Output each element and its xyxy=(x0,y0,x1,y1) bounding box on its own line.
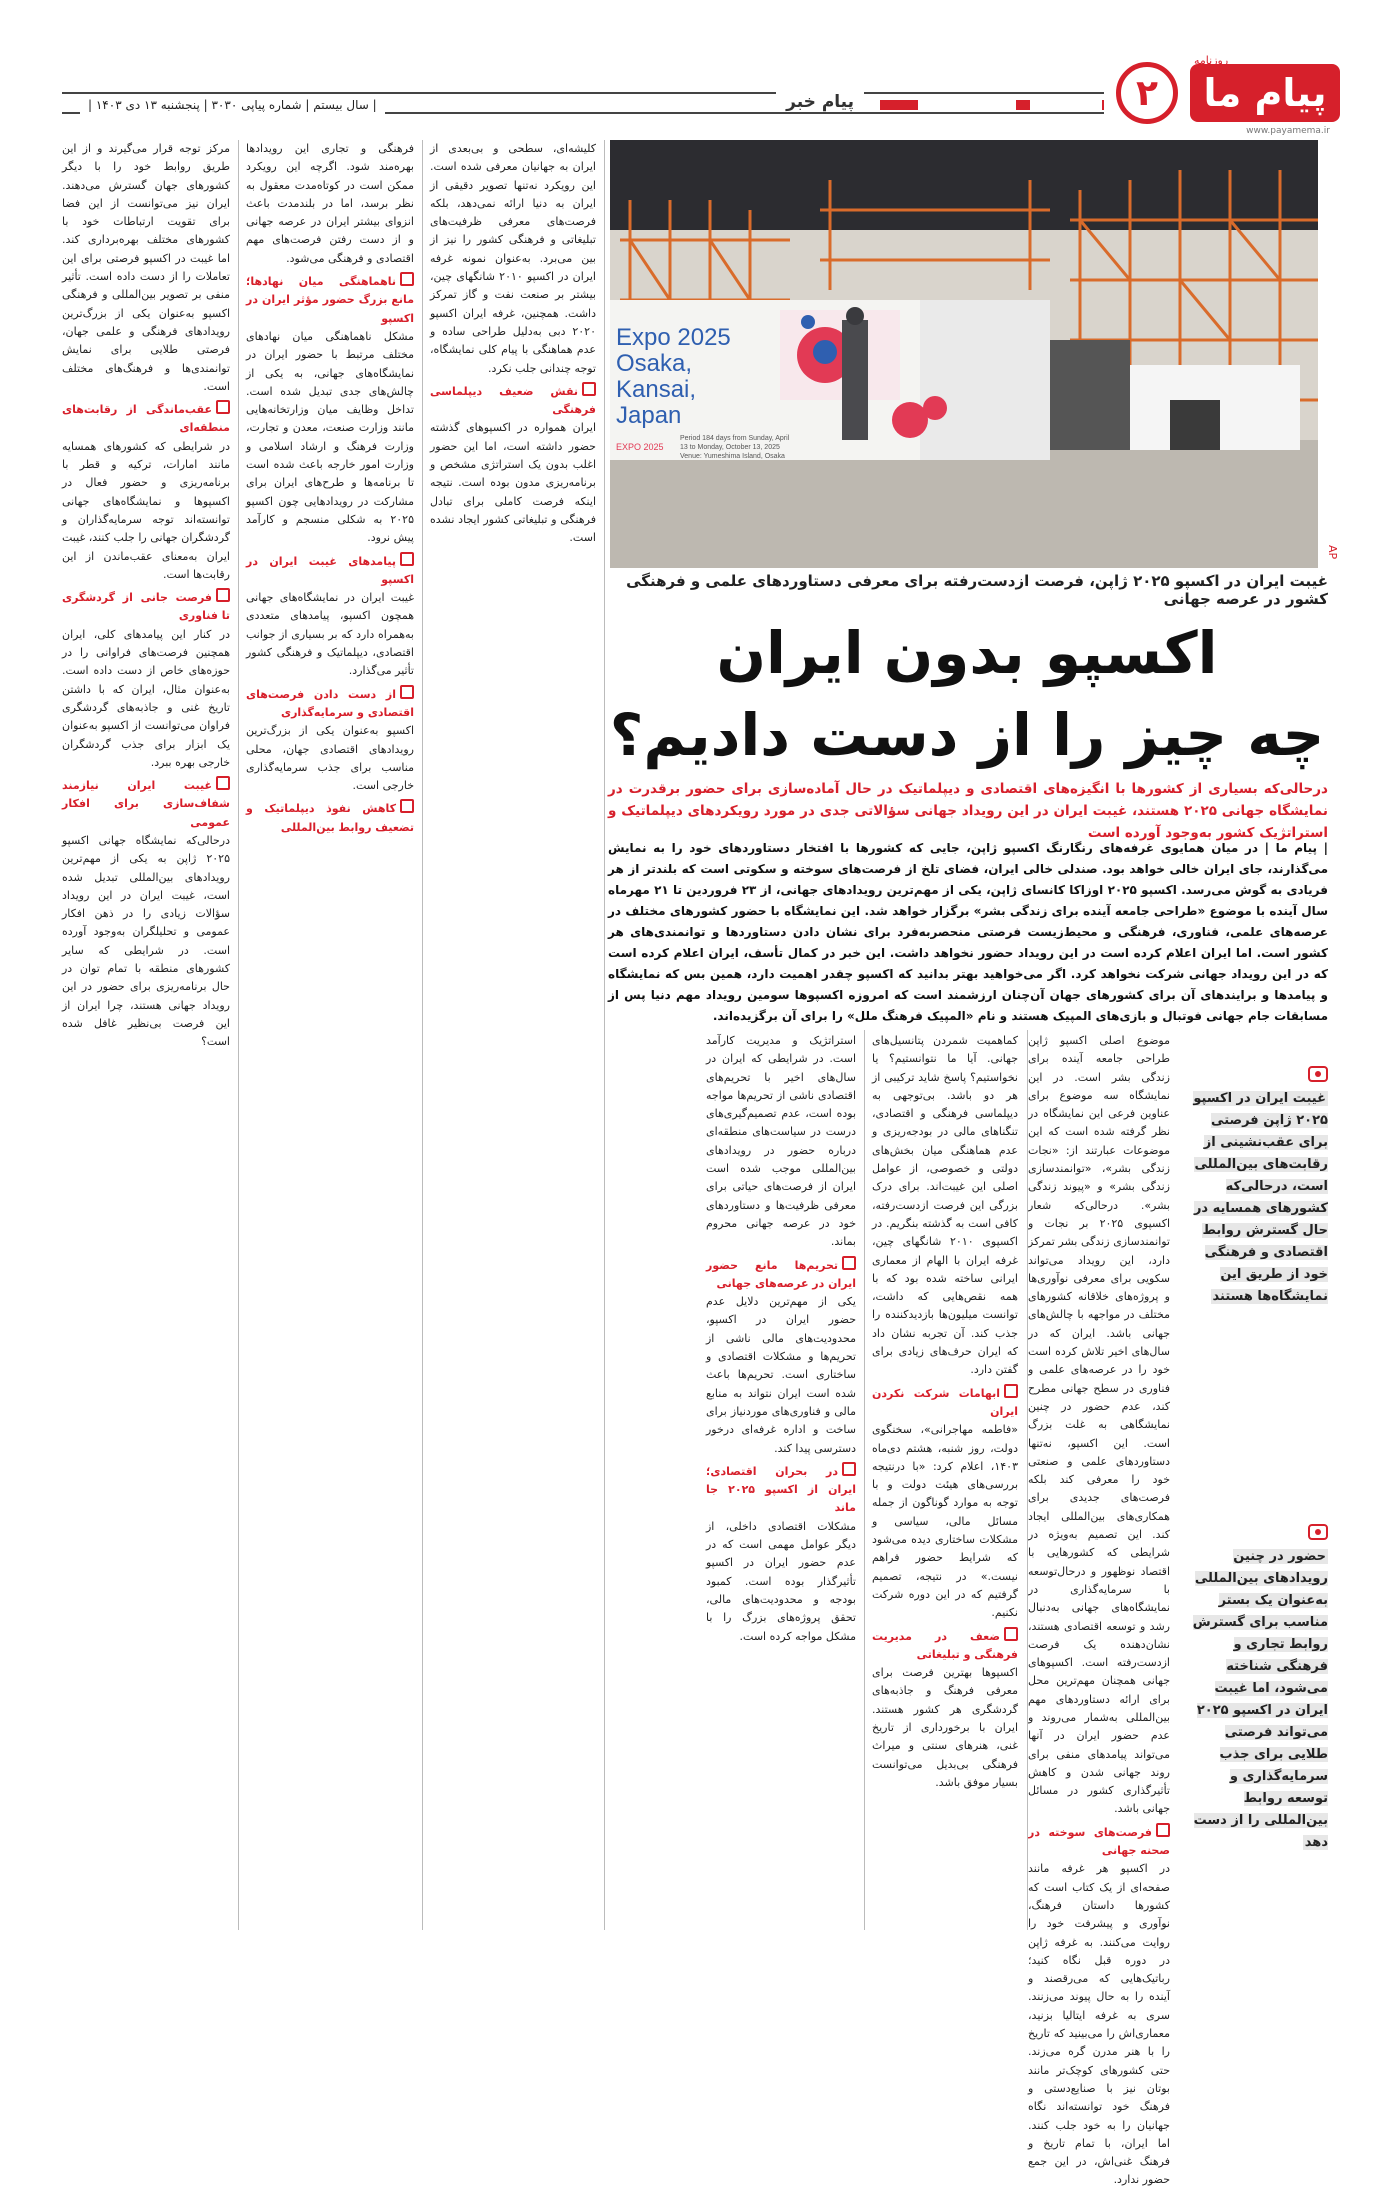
column-1-text: موضوع اصلی اکسپو ژاپن طراحی جامعه آینده برای زندگی بشر است. در این نمایشگاه سه موضوع برای عناوین فرعی این نمایشگاه در نظر گرفته شده است که این موضوعات عبارتند از: «نجات زندگی بشر»، «توانمندسازی زندگی بشر» و «پیوند زندگی بشر». درحالی‌که شعار اکسپوی ۲۰۲۵ بر نجات و توانمندسازی زندگی بشر تمرکز دارد، این رویداد می‌تواند سکویی برای معرفی نوآوری‌ها و پروژه‌های خلاقانه کشورهای مختلف در مواجهه با چالش‌های جهانی باشد. ایران که در سال‌های اخیر تلاش کرده است خود را در عرصه‌های علمی و فناوری در سطح جهانی مطرح کند، عدم حضور در چنین نمایشگاهی به‌ غلت بزرگ است. این اکسپو، نه‌تنها دستاوردهای علمی و صنعتی خود را معرفی کند بلکه فرصت‌های جدیدی برای همکاری‌های بین‌المللی ایجاد کند. این تصمیم به‌ویژه در شرایطی که کشورهایی با اقتصاد نوظهور و درحال‌توسعه با سرمایه‌گذاری در نمایشگاه‌های جهانی به‌دنبال رشد و توسعه اقتصادی هستند، نشان‌دهنده یک فرصت ازدست‌رفته است. اکسپوهای جهانی همچنان مهم‌ترین محل برای ارائه دستاوردهای مهم بین‌المللی به‌شمار می‌روند و عدم حضور ایران در آنها می‌تواند پیامدهای منفی برای روند جهانی شدن و کاهش تأثیرگذاری کشور در مسائل جهانی باشد. xyxy=(1028,1034,1170,1816)
column-5-text-c: غیبت ایران در نمایشگاه‌های جهانی همچون اکسپو، پیامدهای متعددی به‌همراه دارد که بر بسیاری از جوانب اقتصادی، دیپلماتیک و فرهنگی کشور تأثیر می‌گذارد. xyxy=(246,591,414,678)
newspaper-logo[interactable] xyxy=(1190,54,1340,136)
page-number: ۲ xyxy=(1116,62,1178,124)
subhead: کاهش نفوذ دیپلماتیک و تضعیف روابط بین‌المللی xyxy=(246,799,414,837)
subhead: پیامدهای غیبت ایران در اکسپو xyxy=(246,552,414,590)
pullquote-bottom xyxy=(1186,1524,1328,1854)
subhead: عقب‌ماندگی از رقابت‌های منطقه‌ای xyxy=(62,400,230,438)
column-5 xyxy=(246,140,414,1930)
lead-paragraph: درحالی‌که بسیاری از کشورها با انگیزه‌های اقتصادی و دیپلماتیک در حال آماده‌سازی برای حضور برقدرت در نمایشگاه جهانی ۲۰۲۵ هستند، غیبت ایران در این رویداد جهانی سؤالاتی جدی در مورد رویکردهای دیپلماتیک و استراتژیک کشور به‌وجود آورده است xyxy=(608,781,1328,841)
subhead: غیبت ایران نیازمند شفاف‌سازی برای افکار عمومی xyxy=(62,776,230,832)
photo-caption: غیبت ایران در اکسپو ۲۰۲۵ ژاپن، فرصت ازدست‌رفته برای معرفی دستاوردهای علمی و فرهنگی کشور در عرصه جهانی xyxy=(626,572,1328,608)
article-photo xyxy=(610,140,1318,568)
column-6-text-b: در شرایطی که کشورهای همسایه مانند امارات، ترکیه و قطر با برنامه‌ریزی و حضور فعال در اکسپوها و نمایشگاه‌های جهانی توانسته‌اند توجه سرمایه‌گذاران و گردشگران جهانی را جلب کنند، غیبت ایران به‌معنای عقب‌ماندن از این رقابت‌ها است. xyxy=(62,439,230,581)
masthead-bar xyxy=(1102,100,1104,110)
subhead: فرصت‌های سوخته در صحنه جهانی xyxy=(1028,1823,1170,1861)
subhead: ضعف در مدیریت فرهنگی و تبلیغاتی xyxy=(872,1627,1018,1665)
headline-line-1: اکسپو بدون ایران xyxy=(716,619,1218,687)
subhead: تحریم‌ها مانع حضور ایران در عرصه‌های جهانی xyxy=(706,1256,856,1294)
column-5-text-d: اکسپو به‌عنوان یکی از بزرگ‌ترین رویدادهای اقتصادی جهان، محلی مناسب برای جذب سرمایه‌گذاری خارجی است. xyxy=(246,724,414,793)
subhead: از دست دادن فرصت‌های اقتصادی و سرمایه‌گذاری xyxy=(246,685,414,723)
column-6-text-d: درحالی‌که نمایشگاه جهانی اکسپو ۲۰۲۵ ژاپن به یکی از مهم‌ترین رویدادهای بین‌المللی تبدیل شده است، غیبت ایران در این رویداد سؤالات زیادی را در ذهن افکار عمومی و تحلیلگران به‌وجود آورده است. در شرایطی که سایر کشورهای منطقه با تمام توان در حال برنامه‌ریزی برای حضور در این رویداد جهانی هستند، چرا ایران از این فرصت بی‌نظیر غافل شده است؟ xyxy=(62,833,230,1049)
logo-text: پیام ما xyxy=(1203,71,1327,115)
expo-sign xyxy=(616,325,766,429)
logo-small-label: روزنامه xyxy=(1194,54,1229,67)
column-4-text-b: ایران همواره در اکسپوهای گذشته حضور داشته است، اما این حضور اغلب بدون یک استراتژی مشخص و برنامه‌ریزی مدون بوده است. نتیجه اینکه فرصت کاملی برای تبادل فرهنگی و تبلیغاتی کشور ایجاد نشده است. xyxy=(430,421,596,545)
column-3-text: استراتژیک و مدیریت کارآمد است. در شرایطی که ایران در سال‌های اخیر با تحریم‌های اقتصادی ناشی از تحریم‌ها مواجه بوده است، عدم تصمیم‌گیری‌های درست در سیاست‌های منطقه‌ای درباره حضور در رویدادهای بین‌المللی موجب شده است ایران از فرصت‌های حیاتی برای معرفی ظرفیت‌ها و دستاوردهای خود در عرصه جهانی محروم بماند. xyxy=(706,1034,856,1249)
section-marker-left xyxy=(880,100,918,110)
subhead: نقش ضعیف دیپلماسی فرهنگی xyxy=(430,382,596,420)
column-5-text: فرهنگی و تجاری این رویدادها بهره‌مند شود. اگرچه این رویکرد ممکن است در کوتاه‌مدت معقول به نظر برسد، اما در بلندمدت باعث انزوای بیشتر ایران در عرصه جهانی و از دست رفتن فرصت‌های مهم اقتصادی و فرهنگی می‌شود. xyxy=(246,142,414,265)
column-divider xyxy=(1027,1030,1028,1930)
headline xyxy=(608,612,1326,776)
sign-line-1: Expo 2025 xyxy=(616,324,731,351)
column-3 xyxy=(706,1032,856,1932)
headline-line-2: چه چیز را از دست دادیم؟ xyxy=(609,701,1325,769)
subhead: ناهماهنگی میان نهادها؛ مانع بزرگ حضور مؤثر ایران در اکسپو xyxy=(246,272,414,328)
photo-credit: AP xyxy=(1326,545,1339,560)
column-3-text-c: مشکلات اقتصادی داخلی، از دیگر عوامل مهمی است که در عدم حضور ایران در اکسپو تأثیرگذار بوده است. کمبود بودجه و محدودیت‌های مالی، تحقق پروژه‌های بزرگ را با مشکل مواجه کرده است. xyxy=(706,1519,856,1643)
sign-line-2: Osaka, xyxy=(616,350,693,377)
sign-line-4: Japan xyxy=(616,402,682,429)
column-divider xyxy=(604,140,605,1930)
column-3-text-b: یکی از مهم‌ترین دلایل عدم حضور ایران در اکسپو، محدودیت‌های مالی ناشی از تحریم‌ها و مشکلات اقتصادی و ساختاری است. تحریم‌ها باعث شده است ایران نتواند به منابع مالی و فناوری‌های موردنیاز برای ساخت و اداره غرفه‌ای درخور دسترسی پیدا کند. xyxy=(706,1295,856,1455)
section-label: پیام خبر xyxy=(776,92,864,112)
pullquote-top-text: غیبت ایران در اکسپو ۲۰۲۵ ژاپن فرصتی برای عقب‌نشینی از رقابت‌های بین‌المللی است، درحالی‌که کشورهای همسایه در حال گسترش روابط اقتصادی و فرهنگی خود از طریق این نمایشگاه‌ها هستند xyxy=(1193,1091,1328,1304)
column-6-text-c: در کنار این پیامدهای کلی، ایران همچنین فرصت‌های فراوانی را در حوزه‌های خاص از دست داده است. به‌عنوان مثال، ایران که با داشتن تاریخ غنی و جاذبه‌های گردشگری فراوان می‌توانست از اکسپو به‌عنوان یک ابزار برای جذب گردشگران خارجی بهره ببرد. xyxy=(62,627,230,769)
subhead: ابهامات شرکت نکردن ایران xyxy=(872,1384,1018,1422)
column-5-text-b: مشکل ناهماهنگی میان نهادهای مختلف مرتبط با حضور ایران در نمایشگاه‌های جهانی، به یکی از چالش‌های جدی تبدیل شده است. تداخل وظایف میان وزارتخانه‌هایی مانند وزارت صنعت، معدن و تجارت، وزارت فرهنگ و ارشاد اسلامی و وزارت امور خارجه باعث شده است تا برنامه‌ها و طرح‌های ایران برای مشارکت در رویدادهایی چون اکسپو ۲۰۲۵ به شکلی منسجم و کارآمد پیش نرود. xyxy=(246,329,414,545)
column-divider xyxy=(422,140,423,1930)
intro-paragraph: | پیام ما | در میان همایوی غرفه‌های رنگارنگ اکسپو ژاپن، جایی که کشورها با افتخار دستاوردهای خود را به نمایش می‌گذارند، جای ایران خالی خواهد بود. صندلی خالی ایران، فضای تلخ از فرصت‌های سوخته و سکوتی است که بلندتر از هر فریادی به گوش می‌رسد. اکسپو ۲۰۲۵ اوزاکا کانسای ژاپن، یکی از مهم‌ترین رویدادهای جهانی، از ۲۳ فروردین تا ۲۱ مهرماه سال آینده با موضوع «طراحی جامعه آینده برای زندگی بشر» برگزار خواهد شد. این نمایشگاه با حضور کشورهای مختلف در عرصه‌های علمی، فناوری، فرهنگی و محیط‌زیست فرصتی منحصربه‌فرد برای نشان دادن دستاوردها و توانمندی‌های هر کشور است. اما ایران اعلام کرده است در این رویداد حضور نخواهد داشت. این خبر در کمال تأسف، ایران اعلام کرده است که در این رویداد جهانی شرکت نخواهد کرد. اگر می‌خواهید بهتر بدانید که اکسپو چقدر اهمیت دارد، همین بس که نمایشگاه و پیامدها و برایندهای آن برای کشورهای جهان آن‌چنان ارزشمند است که امروزه اکسپوها سومین رویداد مهم دنیا پس از مسابقات جام جهانی فوتبال و بازی‌های المپیک هستند و نام «المپیک فرهنگ ملل» را برای آن برگزیده‌اند. xyxy=(608,841,1328,1023)
section-marker-right xyxy=(1016,100,1030,110)
column-2-text-c: اکسپوها بهترین فرصت برای معرفی فرهنگ و جاذبه‌های گردشگری هر کشور هستند. ایران با برخورداری از تاریخ غنی، هنرهای سنتی و میراث فرهنگی بی‌بدیل می‌توانست بسیار موفق باشد. xyxy=(872,1666,1018,1789)
subhead: در بحران اقتصادی؛ ایران از اکسپو ۲۰۲۵ جا ماند xyxy=(706,1462,856,1518)
pullquote-bottom-text: حضور در چنین رویدادهای بین‌المللی به‌عنوان یک بستر مناسب برای گسترش روابط تجاری و فرهنگی شناخته می‌شود، اما غیبت ایران در اکسپو ۲۰۲۵ می‌تواند فرصتی طلایی برای جذب سرمایه‌گذاری و توسعه روابط بین‌المللی را از دست دهد xyxy=(1192,1549,1328,1850)
column-6 xyxy=(62,140,230,1930)
column-2-text-b: «فاطمه مهاجرانی»، سخنگوی دولت، روز شنبه، هشتم دی‌ماه ۱۴۰۳، اعلام کرد: «با درنتیجه بررسی‌های هیئت دولت و با توجه به موارد گوناگون از جمله مسائل مالی، سیاسی و مشکلات ساختاری دیده می‌شود که شرایط حضور فراهم نیست.» در نتیجه، تصمیم گرفتیم که در این دوره شرکت نکنیم. xyxy=(872,1423,1018,1620)
masthead-rule xyxy=(62,92,1104,114)
subhead: فرصت جانی از گردشگری تا فناوری xyxy=(62,588,230,626)
masthead xyxy=(62,54,1340,136)
sign-small-text: Period 184 days from Sunday, April 13 to Monday, October 13, 2025 Venue: Yumeshima Island, Osaka xyxy=(680,435,790,460)
column-1-text-b: در اکسپو هر غرفه مانند صفحه‌ای از یک کتاب است که کشورها داستان فرهنگ، نوآوری و پیشرفت خود را روایت می‌کنند. به غرفه ژاپن در دوره قبل نگاه کنید؛ رباتیک‌هایی که می‌رقصند و آینده را به حال پیوند می‌زنند. سری به غرفه ایتالیا بزنید، معماری‌اش را می‌بینید که تاریخ را با هنر مدرن گره می‌زند. حتی کشورهای کوچک‌تر مانند بوتان نیز با صنایع‌دستی و فرهنگ خود توانسته‌اند نگاه جهانیان را به خود جلب کنند. اما ایران، با تمام تاریخ و فرهنگ غنی‌اش، در این جمع حضور ندارد. xyxy=(1028,1862,1170,2187)
expo-logo: EXPO 2025 xyxy=(616,442,664,452)
column-divider xyxy=(238,140,239,1930)
quote-icon xyxy=(1308,1066,1328,1082)
sign-line-3: Kansai, xyxy=(616,376,697,403)
column-1 xyxy=(1028,1032,1170,2187)
column-4-text: کلیشه‌ای، سطحی و بی‌بعدی از ایران به جهانیان معرفی شده است. این رویکرد نه‌تنها تصویر دقیقی از ایران به دنیا ارائه نمی‌دهد، بلکه فرصت‌های معرفی ظرفیت‌های تبلیغاتی و فرهنگی کشور را نیز از بین می‌برد. به‌عنوان نمونه غرفه ایران در اکسپو ۲۰۱۰ شانگهای چین، بیشتر بر صنعت نفت و گاز تمرکز داشت. همچنین، غرفه ایران اکسپو ۲۰۲۰ دبی به‌دلیل طراحی ساده و عدم هماهنگی با پیام کلی نمایشگاه، توجه چندانی جلب نکرد. xyxy=(430,142,596,375)
issue-info: | سال بیستم | شماره پیاپی ۳۰۳۰ | پنجشنبه ۱۳ دی ۱۴۰۳ | xyxy=(80,94,385,116)
column-6-text: مرکز توجه قرار می‌گیرند و از این طریق روابط خود را با دیگر کشورهای جهان گسترش می‌دهند. ایران نیز می‌توانست از این فضا برای تقویت ارتباطات خود با کشورهای مختلف بهره‌برداری کند. اما غیبت در اکسپو فرصتی برای این تعاملات را از دست داده است. تأثیر منفی بر تصویر بین‌المللی و فرهنگی اکسپو به‌عنوان یکی از بزرگ‌ترین رویدادهای فرهنگی و علمی جهان، فرصتی طلایی برای نمایش توانمندی‌ها و فرهنگ‌های مختلف است. xyxy=(62,142,230,393)
logo-site: www.payamema.ir xyxy=(1246,126,1330,136)
column-divider xyxy=(864,1030,865,1930)
column-4 xyxy=(430,140,596,1930)
pullquote-top xyxy=(1186,1066,1328,1308)
column-2-text: کماهمیت شمردن پتانسیل‌های جهانی. آیا ما نتوانستیم؟ یا نخواستیم؟ پاسخ شاید ترکیبی از هر دو باشد. بی‌توجهی به دیپلماسی فرهنگی و اقتصادی، تنگناهای مالی در بودجه‌ریزی و عدم هماهنگی میان بخش‌های دولتی و خصوصی، از عوامل اصلی این غیبت‌اند. برای درک بزرگی این فرصت ازدست‌رفته، کافی است به گذشته بنگریم. در اکسپوی ۲۰۱۰ شانگهای چین، غرفه ایران با الهام از معماری ایرانی ساخته شده بود که با همه نقص‌هایی که داشت، توانست میلیون‌ها بازدیدکننده را جذب کند. آن تجربه نشان داد که ایران حرف‌های زیادی برای گفتن دارد. xyxy=(872,1034,1018,1377)
column-2 xyxy=(872,1032,1018,1932)
quote-icon xyxy=(1308,1524,1328,1540)
